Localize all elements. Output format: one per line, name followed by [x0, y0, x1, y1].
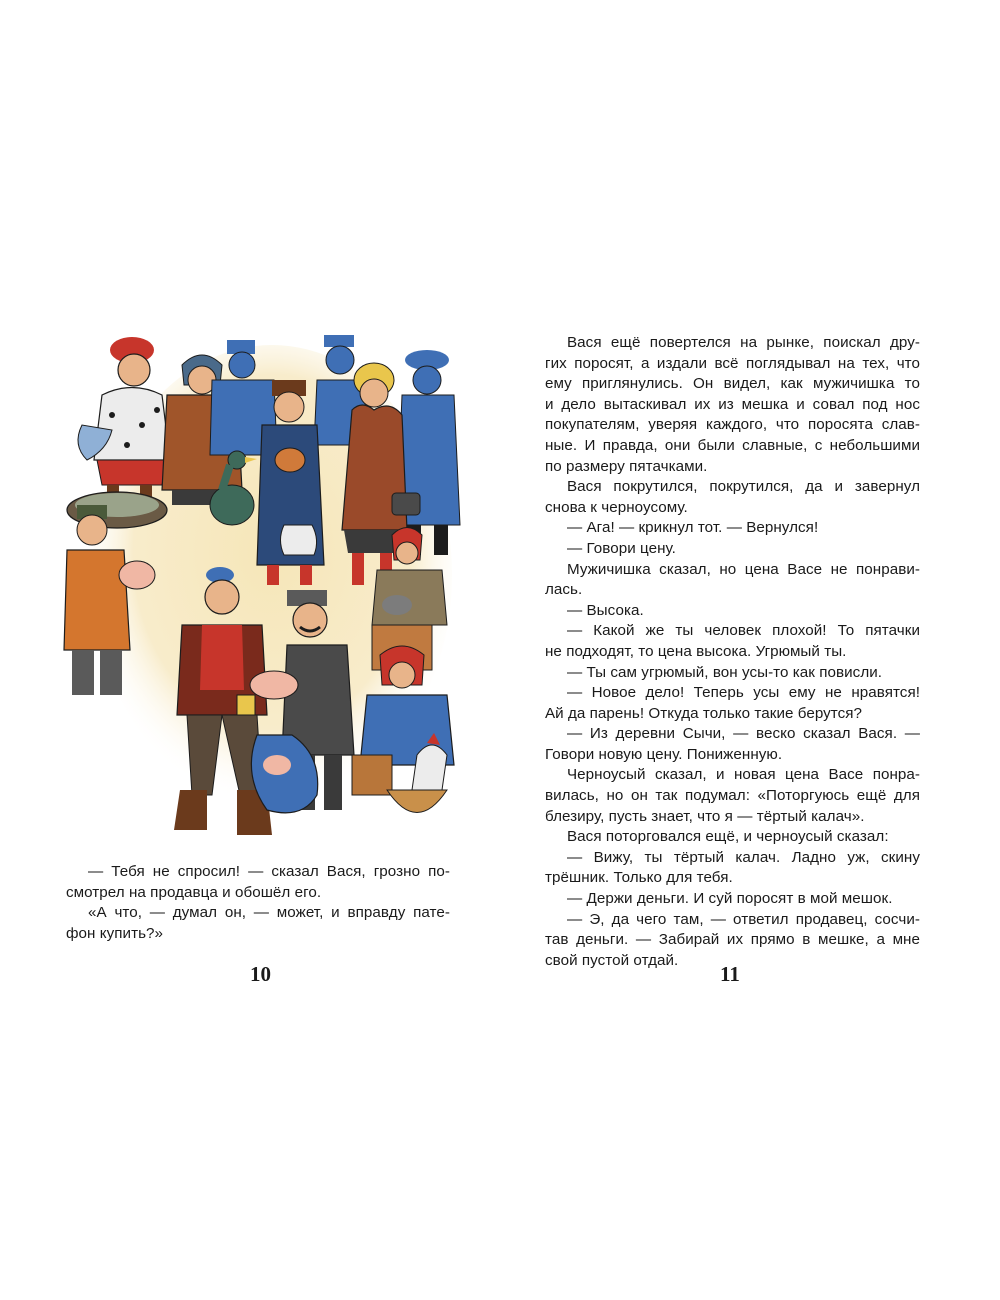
text-line: — Говори цену.: [567, 539, 676, 557]
text-line: — Э, да чего там, — ответил продавец, сосчи-: [567, 910, 920, 928]
market-illustration: [62, 325, 462, 850]
woman-with-rooster: [78, 337, 170, 505]
left-page-text: [66, 862, 450, 944]
text-line: не подходят, то цена высока. Угрюмый ты.: [545, 642, 847, 660]
text-line: вилась, но он так подумал: «Поторгуюсь ещё для: [545, 787, 920, 805]
text-line: ные. И правда, они были славные, с небольшими: [545, 436, 920, 454]
text-line: фон купить?»: [66, 924, 164, 942]
text-line: покупателям, уверяя каждого, что поросята слав-: [545, 416, 920, 434]
right-page: [500, 0, 1000, 1300]
text-line: — Высока.: [567, 601, 644, 619]
text-line: гих поросят, а издали всё поглядывал на тех, что: [545, 354, 920, 372]
text-line: Мужичишка сказал, но цена Васе не понрави-: [567, 560, 920, 578]
right-page-text: [545, 333, 920, 971]
text-line: и дело вытаскивал их из мешка и совал под нос: [545, 395, 920, 413]
text-line: снова к черноусому.: [545, 498, 688, 516]
text-line: по размеру пятачками.: [545, 457, 708, 475]
market-illustration-svg: [62, 325, 462, 850]
text-line: — Ты сам угрюмый, вон усы-то как повисли.: [567, 663, 883, 681]
text-line: Вася покрутился, покрутился, да и завернул: [567, 478, 920, 496]
page-number-left: 10: [250, 962, 271, 986]
text-line: Говори новую цену. Пониженную.: [545, 745, 783, 763]
text-line: Ай да парень! Откуда только такие берутся?: [545, 704, 863, 722]
text-line: тав деньги. — Забирай их прямо в мешке, а мне: [545, 931, 920, 949]
text-line: свой пустой отдай.: [545, 951, 679, 969]
text-line: Черноусый сказал, и новая цена Васе понра-: [567, 766, 920, 784]
page-number-right: 11: [720, 962, 740, 986]
text-line: — Держи деньги. И суй поросят в мой мешок.: [567, 890, 893, 908]
text-line: — Новое дело! Теперь усы ему не нравятся!: [567, 684, 920, 702]
text-line: лась.: [545, 581, 583, 599]
text-line: трёшник. Только для тебя.: [545, 869, 733, 887]
text-line: — Вижу, ты тёртый калач. Ладно уж, скину: [567, 848, 920, 866]
text-line: — Ага! — крикнул тот. — Вернулся!: [567, 519, 819, 537]
text-line: Вася ещё повертелся на рынке, поискал дру-: [567, 334, 920, 351]
text-line: — Из деревни Сычи, — веско сказал Вася. —: [567, 725, 920, 743]
text-line: ему приглянулись. Он видел, как мужичишка то: [545, 375, 920, 393]
text-line: смотрел на продавца и обошёл его.: [66, 883, 322, 901]
text-line: Вася поторговался ещё, и черноусый сказал:: [567, 828, 889, 846]
text-line: — Тебя не спросил! — сказал Вася, грозно по-: [88, 863, 450, 880]
text-line: «А что, — думал он, — может, и вправду пате-: [88, 904, 450, 922]
text-line: — Какой же ты человек плохой! То пятачки: [567, 622, 920, 640]
text-line: блезиру, пусть знает, что я — тёртый калач».: [545, 807, 865, 825]
